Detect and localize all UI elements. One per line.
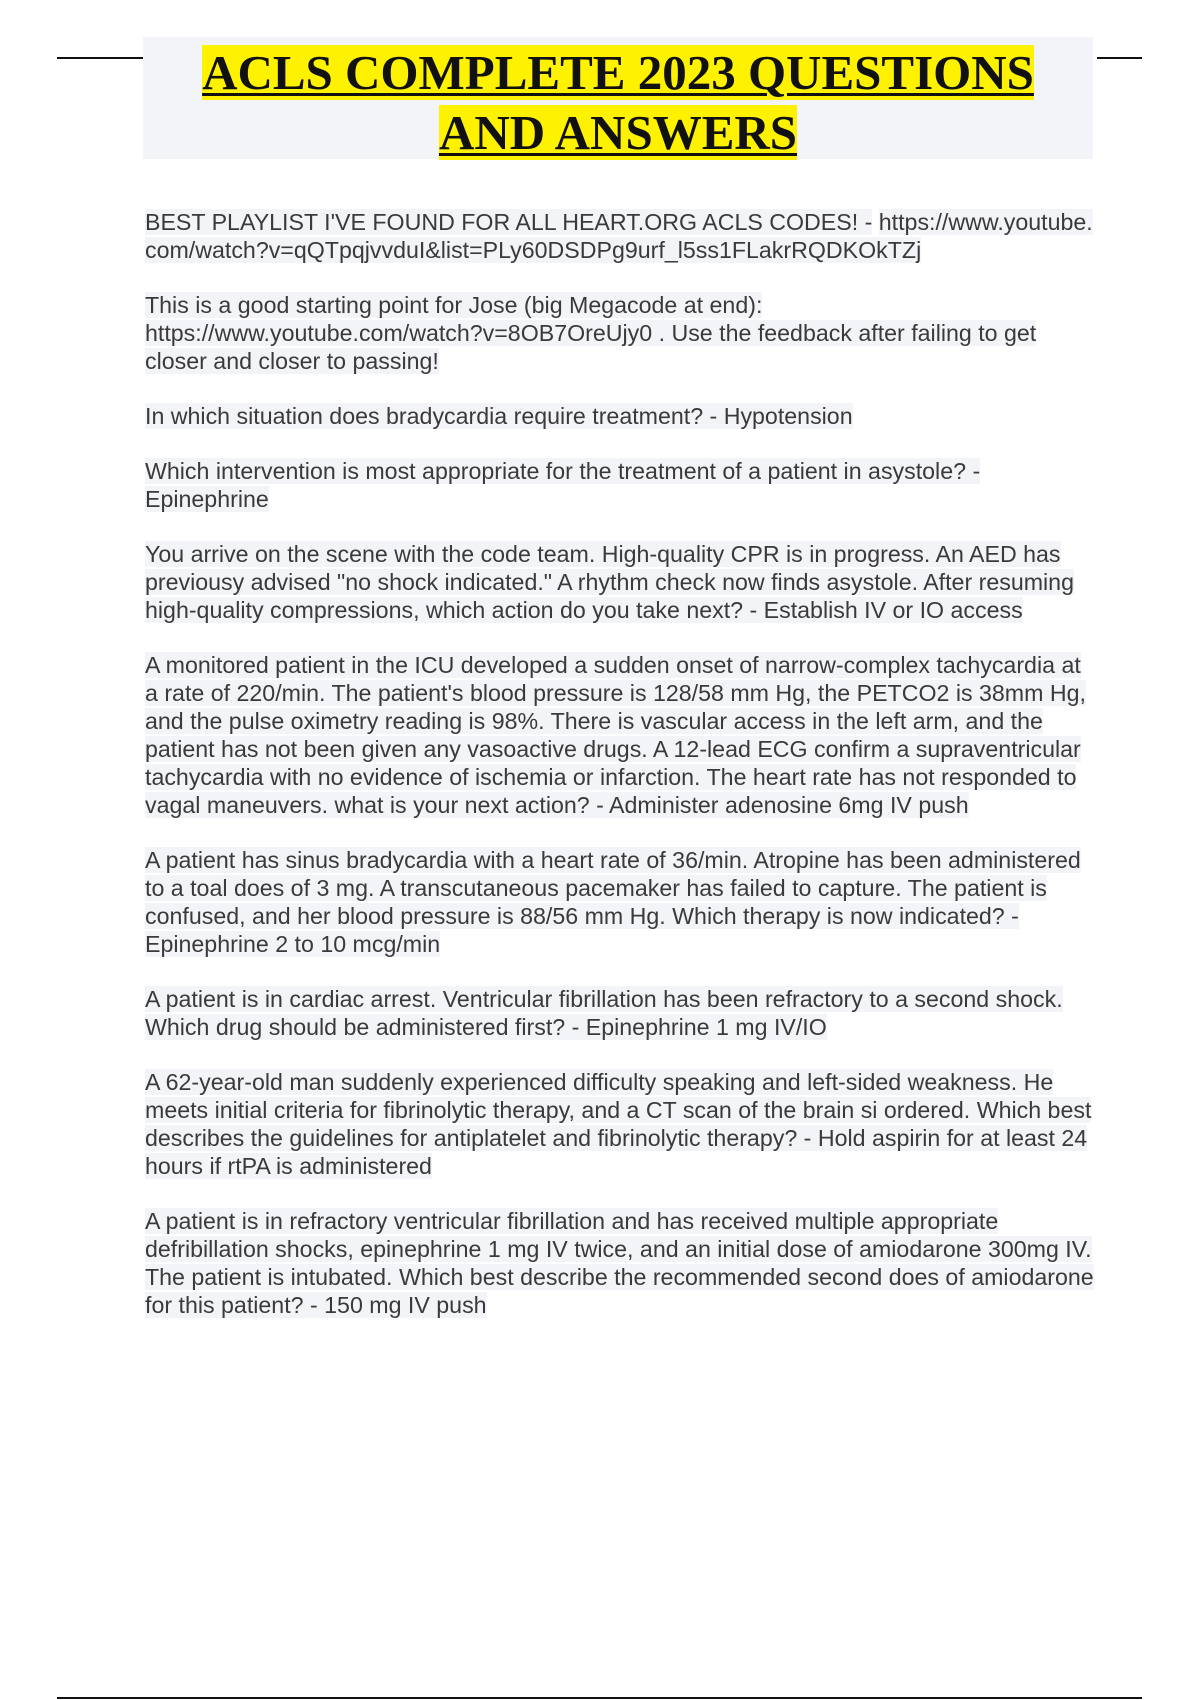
qa-text: This is a good starting point for Jose (big Megacode at end): https://www.youtube.com/watch?v=8OB7OreUjy0 . Use the feedback after failing to get closer and closer to passing! bbox=[145, 292, 1037, 374]
qa-item-starting-point bbox=[145, 291, 1095, 375]
qa-list bbox=[145, 208, 1095, 1346]
qa-text: A patient has sinus bradycardia with a heart rate of 36/min. Atropine has been administered to a toal does of 3 mg. A transcutaneous pacemaker has failed to capture. The patient is confused, and her blood pressure is 88/56 mm Hg. Which therapy is now indicated? - Epinephrine 2 to 10 mcg/min bbox=[145, 847, 1081, 957]
qa-text: A 62-year-old man suddenly experienced difficulty speaking and left-sided weakness. He meets initial criteria for fibrinolytic therapy, and a CT scan of the brain si ordered. Which best describes the guidelines for antiplatelet and fibrinolytic therapy? - Hold aspirin for at least 24 hours if rtPA is administered bbox=[145, 1069, 1092, 1179]
qa-item-code-team bbox=[145, 540, 1095, 624]
qa-text: In which situation does bradycardia require treatment? - Hypotension bbox=[145, 403, 853, 429]
qa-item-sinus-bradycardia bbox=[145, 846, 1095, 958]
qa-item-asystole bbox=[145, 457, 1095, 513]
qa-text: A patient is in cardiac arrest. Ventricular fibrillation has been refractory to a second shock. Which drug should be administered first? - Epinephrine 1 mg IV/IO bbox=[145, 986, 1063, 1040]
title-banner bbox=[143, 37, 1093, 159]
qa-item-playlist bbox=[145, 208, 1095, 264]
qa-item-cardiac-arrest bbox=[145, 985, 1095, 1041]
qa-text: Which intervention is most appropriate for the treatment of a patient in asystole? - Epinephrine bbox=[145, 458, 981, 512]
bottom-rule bbox=[57, 1697, 1142, 1699]
title-line-2-wrapper bbox=[143, 103, 1093, 163]
qa-item-svt bbox=[145, 651, 1095, 819]
page-title-line-1: ACLS COMPLETE 2023 QUESTIONS bbox=[202, 45, 1034, 100]
qa-text: A monitored patient in the ICU developed a sudden onset of narrow-complex tachycardia at a rate of 220/min. The patient's blood pressure is 128/58 mm Hg, the PETCO2 is 38mm Hg, and the pulse oximetry reading is 98%. There is vascular access in the left arm, and the patient has not been given any vasoactive drugs. A 12-lead ECG confirm a supraventricular tachycardia with no evidence of ischemia or infarction. The heart rate has not responded to vagal maneuvers. what is your next action? - Administer adenosine 6mg IV push bbox=[145, 652, 1086, 818]
qa-item-stroke bbox=[145, 1068, 1095, 1180]
qa-text: You arrive on the scene with the code team. High-quality CPR is in progress. An AED has previousy advised "no shock indicated." A rhythm check now finds asystole. After resuming high-quality compressions, which action do you take next? - Establish IV or IO access bbox=[145, 541, 1074, 623]
top-right-rule bbox=[1097, 57, 1142, 59]
title-line-1-wrapper bbox=[143, 43, 1093, 103]
top-left-rule bbox=[57, 57, 143, 59]
qa-item-amiodarone bbox=[145, 1207, 1095, 1319]
page-title-line-2: AND ANSWERS bbox=[438, 105, 798, 160]
qa-text: BEST PLAYLIST I'VE FOUND FOR ALL HEART.ORG ACLS CODES! - bbox=[145, 209, 873, 235]
qa-item-bradycardia bbox=[145, 402, 1095, 430]
playlist-link[interactable]: https://www.youtube.com/watch?v=qQTpqjvvduI&list=PLy60DSDPg9urf_l5ss1FLakrRQDKOkTZj bbox=[145, 209, 1093, 263]
qa-text: A patient is in refractory ventricular fibrillation and has received multiple appropriate defribillation shocks, epinephrine 1 mg IV twice, and an initial dose of amiodarone 300mg IV. The patient is intubated. Which best describe the recommended second does of amiodarone for this patient? - 150 mg IV push bbox=[145, 1208, 1094, 1318]
